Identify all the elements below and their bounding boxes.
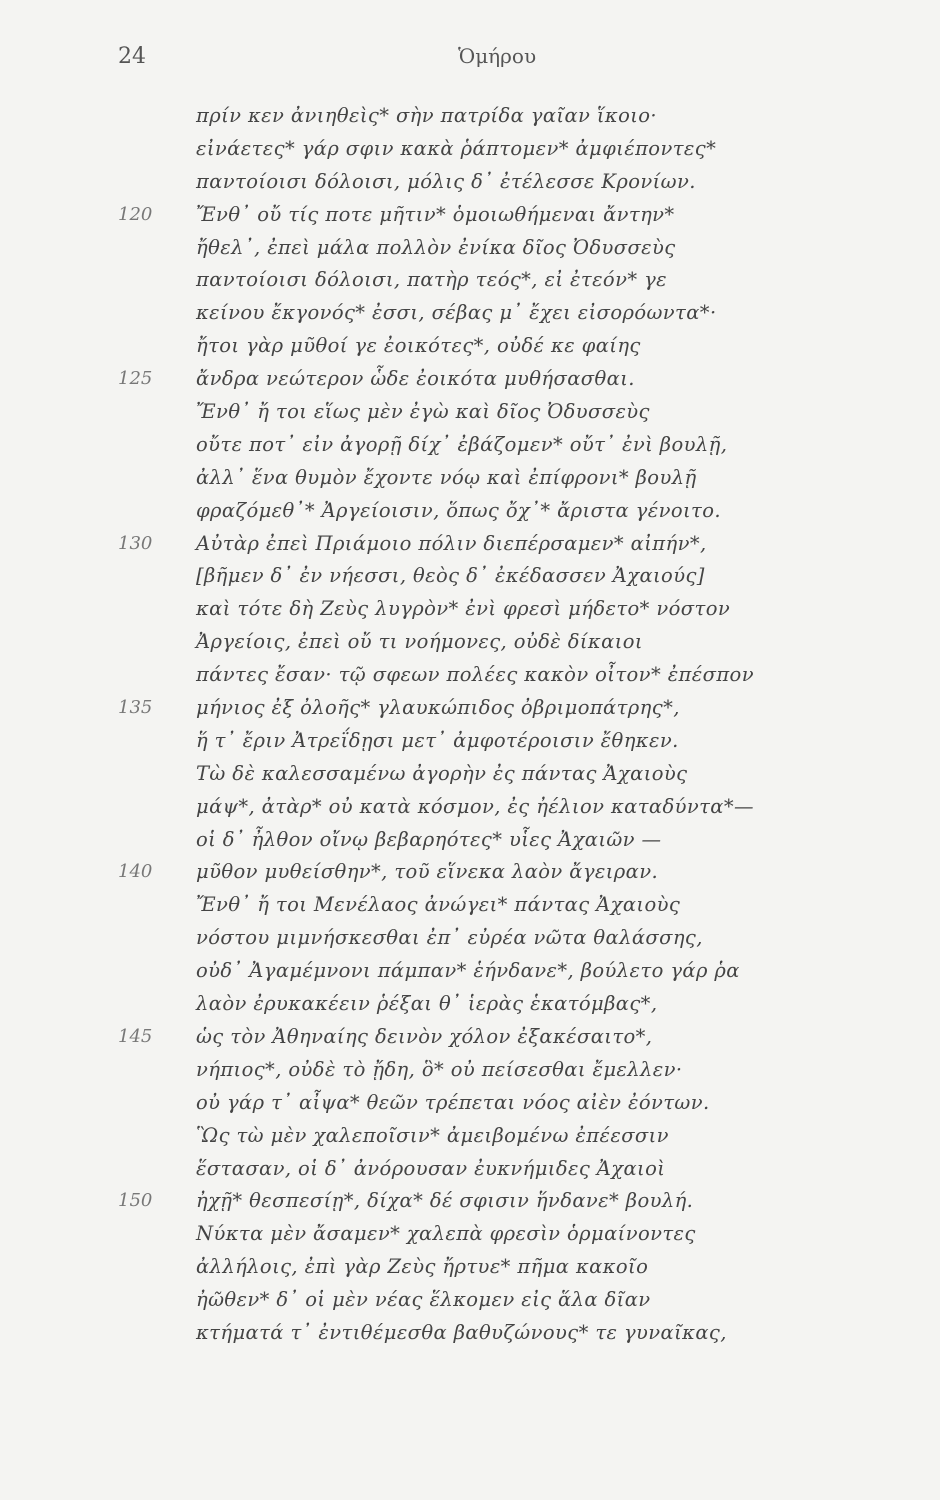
verse-line: [0, 133, 940, 166]
verse-line: [0, 824, 940, 857]
verse-line: [0, 955, 940, 988]
line-text: ἕστασαν, οἱ δ᾽ ἀνόρουσαν ἐυκνήμιδες Ἀχαιοὶ: [196, 1156, 666, 1180]
verse-line: [0, 889, 940, 922]
line-text: ἠῶθεν* δ᾽ οἱ μὲν νέας ἕλκομεν εἰς ἅλα δῖαν: [196, 1288, 651, 1312]
line-text: Ἔνθ᾽ ἤ τοι Μενέλαος ἀνώγει* πάντας Ἀχαιοὺς: [196, 893, 681, 917]
line-text: κείνου ἔκγονός* ἐσσι, σέβας μ᾽ ἔχει εἰσορόωντα*·: [196, 301, 717, 325]
line-text: ὡς τὸν Ἀθηναίης δεινὸν χόλον ἐξακέσαιτο*,: [196, 1024, 653, 1048]
verse-line: [0, 1087, 940, 1120]
line-text: μήνιος ἐξ ὀλοῆς* γλαυκώπιδος ὀβριμοπάτρης*,: [196, 696, 680, 720]
line-number: 150: [118, 1190, 153, 1212]
line-text: μῦθον μυθείσθην*, τοῦ εἵνεκα λαὸν ἄγειραν.: [196, 860, 659, 884]
line-text: μάψ*, ἀτὰρ* οὐ κατὰ κόσμον, ἐς ἠέλιον καταδύντα*—: [196, 794, 754, 818]
verse-line: [0, 495, 940, 528]
line-text: πρίν κεν ἀνιηθεὶς* σὴν πατρίδα γαῖαν ἵκοιο·: [196, 104, 658, 127]
verse-line: [0, 232, 940, 265]
line-text: πάντες ἔσαν· τῷ σφεων πολέες κακὸν οἶτον* ἐπέσπον: [196, 663, 754, 687]
verse-line: [0, 922, 940, 955]
line-text: παντοίοισι δόλοισι, πατὴρ τεός*, εἰ ἐτεόν* γε: [196, 268, 667, 292]
line-text: ἤθελ᾽, ἐπεὶ μάλα πολλὸν ἐνίκα δῖος Ὀδυσσεὺς: [196, 235, 676, 259]
line-text: κτήματά τ᾽ ἐντιθέμεσθα βαθυζώνους* τε γυναῖκας,: [196, 1320, 727, 1344]
verse-line: [0, 758, 940, 791]
verse-line: [0, 363, 940, 396]
line-text: λαὸν ἐρυκακέειν ῥέξαι θ᾽ ἱερὰς ἑκατόμβας*,: [196, 992, 658, 1016]
verse-line: [0, 1185, 940, 1218]
verse-line: [0, 396, 940, 429]
page-number: 24: [118, 44, 146, 69]
line-text: ἀλλήλοις, ἐπὶ γὰρ Ζεὺς ἤρτυε* πῆμα κακοῖο: [196, 1255, 649, 1279]
verse-line: [0, 528, 940, 561]
line-text: καὶ τότε δὴ Ζεὺς λυγρὸν* ἐνὶ φρεσὶ μήδετο* νόστον: [196, 597, 731, 621]
verse-line: [0, 988, 940, 1021]
line-text: ἥ τ᾽ ἔριν Ἀτρεΐδῃσι μετ᾽ ἀμφοτέροισιν ἔθηκεν.: [196, 728, 679, 752]
line-text: Νύκτα μὲν ἄσαμεν* χαλεπὰ φρεσὶν ὁρμαίνοντες: [196, 1222, 696, 1246]
verse-line: [0, 330, 940, 363]
verse-line: [0, 692, 940, 725]
line-number: 135: [118, 697, 153, 719]
line-text: νόστου μιμνήσκεσθαι ἐπ᾽ εὐρέα νῶτα θαλάσσης,: [196, 926, 703, 950]
line-text: νήπιος*, οὐδὲ τὸ ᾔδη, ὃ* οὐ πείσεσθαι ἔμελλεν·: [196, 1057, 683, 1081]
line-text: ἀλλ᾽ ἕνα θυμὸν ἔχοντε νόῳ καὶ ἐπίφρονι* βουλῇ: [196, 465, 697, 489]
verse-line: [0, 791, 940, 824]
verse-line: [0, 1218, 940, 1251]
verse-line: [0, 1284, 940, 1317]
verse-line: [0, 593, 940, 626]
line-text: οὔτε ποτ᾽ εἰν ἀγορῇ δίχ᾽ ἐβάζομεν* οὔτ᾽ ἐνὶ βουλῇ,: [196, 432, 728, 456]
line-text: Αὐτὰρ ἐπεὶ Πριάμοιο πόλιν διεπέρσαμεν* αἰπήν*,: [196, 531, 707, 555]
line-text: [βῆμεν δ᾽ ἐν νήεσσι, θεὸς δ᾽ ἐκέδασσεν Ἀχαιούς]: [196, 564, 705, 588]
line-text: Ἀργείοις, ἐπεὶ οὔ τι νοήμονες, οὐδὲ δίκαιοι: [196, 630, 643, 654]
verse-line: [0, 100, 940, 133]
line-number: 130: [118, 532, 153, 554]
line-text: Ὣς τὼ μὲν χαλεποῖσιν* ἀμειβομένω ἐπέεσσιν: [196, 1123, 669, 1147]
line-text: ἤτοι γὰρ μῦθοί γε ἐοικότες*, οὐδέ κε φαίης: [196, 334, 641, 358]
verse-line: [0, 1251, 940, 1284]
line-number: 140: [118, 861, 153, 883]
line-number: 120: [118, 203, 153, 225]
verse-line: [0, 626, 940, 659]
verse-line: [0, 725, 940, 758]
line-text: οὐ γάρ τ᾽ αἶψα* θεῶν τρέπεται νόος αἰὲν ἐόντων.: [196, 1090, 710, 1114]
verse-line: [0, 429, 940, 462]
line-text: οἱ δ᾽ ἦλθον οἴνῳ βεβαρηότες* υἷες Ἀχαιῶν —: [196, 827, 662, 851]
verse-line: [0, 166, 940, 199]
verse-line: [0, 462, 940, 495]
line-text: Τὼ δὲ καλεσσαμένω ἀγορὴν ἐς πάντας Ἀχαιοὺς: [196, 761, 688, 785]
line-text: εἰνάετες* γάρ σφιν κακὰ ῥάπτομεν* ἀμφιέποντες*: [196, 136, 717, 160]
line-text: ἄνδρα νεώτερον ὧδε ἐοικότα μυθήσασθαι.: [196, 367, 635, 391]
verse-line: [0, 1317, 940, 1350]
verse-line: [0, 856, 940, 889]
line-text: φραζόμεθ᾽* Ἀργείοισιν, ὅπως ὄχ᾽* ἄριστα γένοιτο.: [196, 498, 721, 522]
verse-line: [0, 297, 940, 330]
verse-line: [0, 264, 940, 297]
verse-line: [0, 659, 940, 692]
line-text: Ἔνθ᾽ ἤ τοι εἵως μὲν ἐγὼ καὶ δῖος Ὀδυσσεὺς: [196, 400, 650, 424]
line-text: οὐδ᾽ Ἀγαμέμνονι πάμπαν* ἑήνδανε*, βούλετο γάρ ῥα: [196, 959, 740, 983]
verse-line: [0, 199, 940, 232]
verse-line: [0, 1054, 940, 1087]
verse-block: [0, 100, 940, 1350]
verse-line: [0, 560, 940, 593]
verse-line: [0, 1153, 940, 1186]
running-head: Ὁμήρου: [458, 44, 537, 68]
verse-line: [0, 1120, 940, 1153]
line-number: 145: [118, 1025, 153, 1047]
line-number: 125: [118, 368, 153, 390]
line-text: Ἔνθ᾽ οὔ τίς ποτε μῆτιν* ὁμοιωθήμεναι ἄντην*: [196, 202, 675, 226]
line-text: ἠχῇ* θεσπεσίῃ*, δίχα* δέ σφισιν ἥνδανε* βουλή.: [196, 1189, 694, 1213]
verse-line: [0, 1021, 940, 1054]
line-text: παντοίοισι δόλοισι, μόλις δ᾽ ἐτέλεσσε Κρονίων.: [196, 169, 696, 193]
